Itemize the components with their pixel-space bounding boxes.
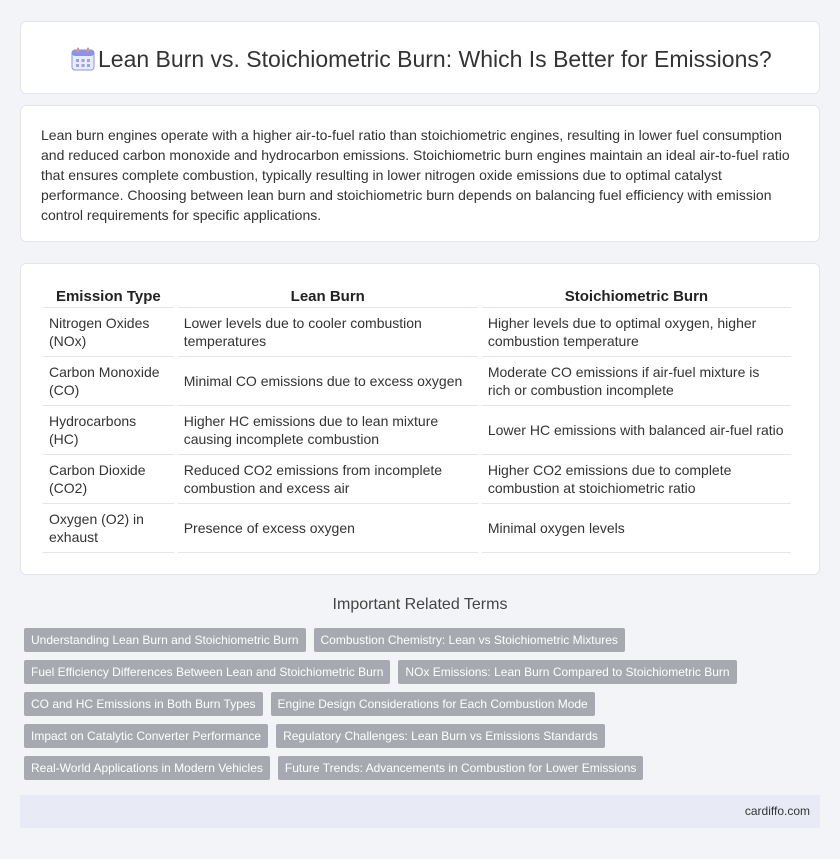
cell-stoichiometric-burn: Lower HC emissions with balanced air-fuel ratio bbox=[482, 406, 791, 455]
intro-card bbox=[20, 105, 820, 242]
cell-stoichiometric-burn: Higher CO2 emissions due to complete combustion at stoichiometric ratio bbox=[482, 455, 791, 504]
table-row bbox=[43, 504, 791, 553]
cell-emission-type: Oxygen (O2) in exhaust bbox=[43, 504, 174, 553]
header-card bbox=[20, 21, 820, 94]
related-term-tag[interactable]: Future Trends: Advancements in Combustion for Lower Emissions bbox=[278, 756, 644, 780]
cell-stoichiometric-burn: Moderate CO emissions if air-fuel mixture is rich or combustion incomplete bbox=[482, 357, 791, 406]
cell-lean-burn: Presence of excess oxygen bbox=[178, 504, 478, 553]
cell-lean-burn: Minimal CO emissions due to excess oxygen bbox=[178, 357, 478, 406]
calendar-icon bbox=[70, 46, 96, 72]
table-row bbox=[43, 455, 791, 504]
cell-emission-type: Hydrocarbons (HC) bbox=[43, 406, 174, 455]
column-header-emission-type: Emission Type bbox=[43, 282, 174, 308]
related-term-tag[interactable]: Understanding Lean Burn and Stoichiometric Burn bbox=[24, 628, 306, 652]
comparison-table bbox=[39, 282, 795, 553]
cell-emission-type: Carbon Dioxide (CO2) bbox=[43, 455, 174, 504]
table-row bbox=[43, 406, 791, 455]
column-header-stoichiometric-burn: Stoichiometric Burn bbox=[482, 282, 791, 308]
tag-row bbox=[24, 660, 824, 684]
tag-row bbox=[24, 756, 824, 780]
related-term-tag[interactable]: Regulatory Challenges: Lean Burn vs Emissions Standards bbox=[276, 724, 605, 748]
table-row bbox=[43, 308, 791, 357]
comparison-table-card bbox=[20, 263, 820, 575]
related-terms-title: Important Related Terms bbox=[332, 596, 508, 613]
column-header-lean-burn: Lean Burn bbox=[178, 282, 478, 308]
related-terms-list bbox=[24, 628, 824, 788]
related-term-tag[interactable]: NOx Emissions: Lean Burn Compared to Stoichiometric Burn bbox=[398, 660, 736, 684]
cell-lean-burn: Higher HC emissions due to lean mixture causing incomplete combustion bbox=[178, 406, 478, 455]
related-term-tag[interactable]: Fuel Efficiency Differences Between Lean and Stoichiometric Burn bbox=[24, 660, 390, 684]
cell-stoichiometric-burn: Higher levels due to optimal oxygen, higher combustion temperature bbox=[482, 308, 791, 357]
intro-text: Lean burn engines operate with a higher air-to-fuel ratio than stoichiometric engines, resulting in lower fuel consumption and reduced carbon monoxide and hydrocarbon emissions. Stoichiometric burn engines maintain an ideal air-to-fuel ratio that ensures complete combustion, typically resulting in lower nitrogen oxide emissions due to optimal catalyst performance. Choosing between lean burn and stoichiometric burn depends on balancing fuel efficiency with emission control requirements for specific applications. bbox=[41, 127, 790, 223]
related-term-tag[interactable]: CO and HC Emissions in Both Burn Types bbox=[24, 692, 263, 716]
page-title: Lean Burn vs. Stoichiometric Burn: Which Is Better for Emissions? bbox=[98, 46, 772, 72]
tag-row bbox=[24, 628, 824, 652]
tag-row bbox=[24, 692, 824, 716]
related-term-tag[interactable]: Impact on Catalytic Converter Performance bbox=[24, 724, 268, 748]
cell-lean-burn: Reduced CO2 emissions from incomplete combustion and excess air bbox=[178, 455, 478, 504]
related-term-tag[interactable]: Combustion Chemistry: Lean vs Stoichiometric Mixtures bbox=[314, 628, 625, 652]
table-row bbox=[43, 357, 791, 406]
related-term-tag[interactable]: Real-World Applications in Modern Vehicles bbox=[24, 756, 270, 780]
related-term-tag[interactable]: Engine Design Considerations for Each Combustion Mode bbox=[271, 692, 595, 716]
cell-lean-burn: Lower levels due to cooler combustion temperatures bbox=[178, 308, 478, 357]
cell-stoichiometric-burn: Minimal oxygen levels bbox=[482, 504, 791, 553]
footer bbox=[20, 795, 820, 828]
footer-site-link[interactable]: cardiffo.com bbox=[744, 804, 810, 818]
cell-emission-type: Nitrogen Oxides (NOx) bbox=[43, 308, 174, 357]
tag-row bbox=[24, 724, 824, 748]
table-header-row bbox=[43, 282, 791, 308]
cell-emission-type: Carbon Monoxide (CO) bbox=[43, 357, 174, 406]
